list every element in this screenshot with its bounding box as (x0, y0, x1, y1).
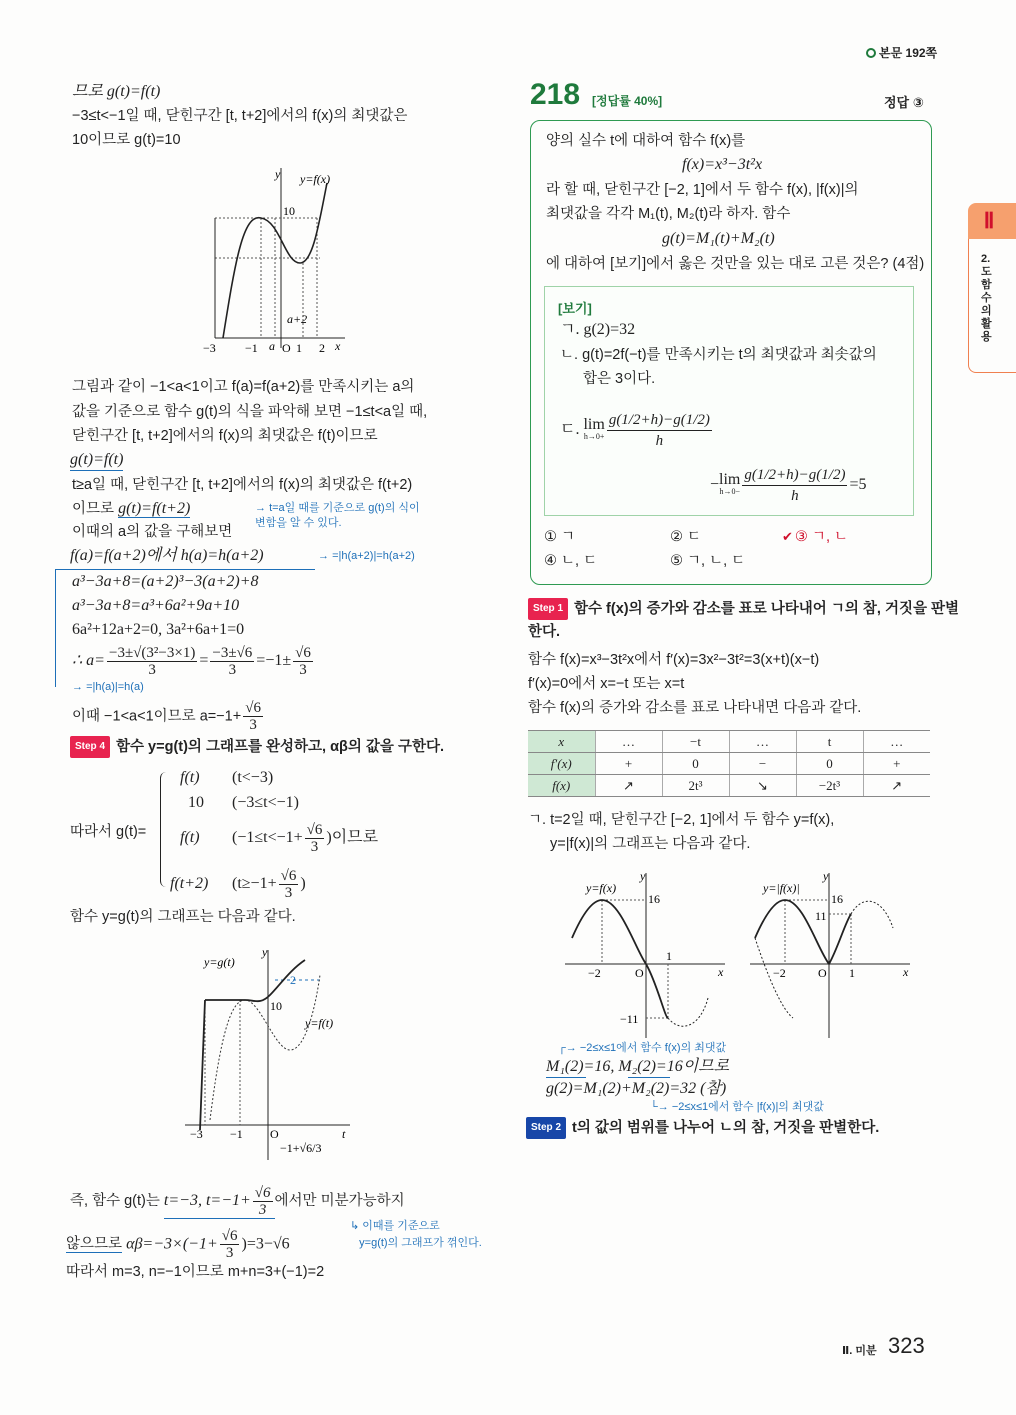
annotation: ↳ 이때를 기준으로 y=g(t)의 그래프가 꺾인다. (350, 1220, 482, 1249)
annotation: → t=a일 때를 기준으로 g(t)의 식이 변함을 알 수 있다. (255, 502, 420, 529)
line: ㄱ. t=2일 때, 닫힌구간 [−2, 1]에서 두 함수 y=f(x), (528, 812, 835, 828)
tick-label: 1 (666, 949, 672, 963)
fraction (107, 645, 197, 678)
table-cell: 0 (662, 753, 729, 775)
line: g(2)=M₁(2)+M₂(2)=32 (참) (546, 1080, 727, 1097)
underline (628, 1077, 670, 1078)
denominator: h (655, 433, 664, 449)
table-cell: ↗ (595, 775, 662, 797)
fraction (742, 465, 847, 506)
text: = (199, 652, 209, 670)
table-cell: ↘ (729, 775, 796, 797)
step-1-cont: 한다. (528, 624, 561, 640)
value-label: 10 (270, 999, 282, 1013)
line: 6a²+12a+2=0, 3a²+6a+1=0 (72, 621, 245, 638)
piece-expr: f(t+2) (170, 875, 209, 893)
axis-label: y (640, 869, 646, 883)
limit (583, 415, 605, 443)
text: − (710, 476, 720, 494)
graph-abs-f-t2 (745, 868, 920, 1043)
fraction (253, 1185, 273, 1218)
page-reference-text: 본문 192쪽 (879, 46, 938, 60)
tick-label: 1 (849, 966, 855, 980)
piece-expr: 10 (188, 794, 204, 811)
table-row (528, 775, 930, 797)
line: 10이므로 g(t)=10 (72, 132, 181, 148)
text: )=3−√6 (241, 1235, 290, 1253)
line: M₁(2)=16, M₂(2)=16이므로 (546, 1058, 730, 1075)
line: g(t)=f(t) (70, 450, 123, 471)
note-text: t=a일 때를 기준으로 g(t)의 식이 (269, 502, 420, 514)
chapter-numeral: Ⅱ (983, 208, 995, 233)
axis-label: x (335, 339, 341, 353)
graph-f-t2 (560, 868, 735, 1043)
piece (188, 793, 299, 813)
numerator: √6 (245, 700, 261, 716)
numerator: √6 (221, 1228, 238, 1244)
line: f′(x)=0에서 x=−t 또는 x=t (528, 676, 685, 692)
question-line: 양의 실수 t에 대하여 함수 f(x)를 (546, 133, 746, 149)
bogi-item: ㄱ. g(2)=32 (560, 321, 636, 338)
axis-label: y (275, 167, 281, 181)
problem-number: 218 (530, 78, 581, 111)
note-text: 이때를 기준으로 (362, 1220, 440, 1232)
annotation: → =|h(a)|=h(a) (72, 681, 144, 693)
choice-5[interactable]: ⑤ ㄱ, ㄴ, ㄷ (670, 553, 746, 569)
question-line: 라 할 때, 닫힌구간 [−2, 1]에서 두 함수 f(x), |f(x)|의 (546, 182, 859, 198)
table-cell: 0 (796, 753, 863, 775)
text: 않으므로 (66, 1236, 123, 1253)
numerator: √6 (280, 868, 297, 884)
check-mark-icon: ✔ (782, 529, 793, 544)
bogi-item-continued (710, 465, 866, 506)
piece-cond: (t<−3) (232, 769, 274, 786)
equation (72, 645, 315, 678)
value-label: 10 (283, 204, 295, 218)
table-row (528, 753, 930, 775)
table-cell: −t (662, 731, 729, 753)
value-label: 16 (831, 892, 843, 906)
step-text: t의 값의 범위를 나누어 ㄴ의 참, 거짓을 판별한다. (572, 1120, 880, 1136)
line: −3≤t<−1일 때, 닫힌구간 [t, t+2]에서의 f(x)의 최댓값은 (72, 108, 408, 124)
step-2 (526, 1117, 879, 1139)
question-line: 최댓값을 각각 M₁(t), M₂(t)라 하자. 함수 (546, 206, 791, 222)
text: αβ=−3×(−1+ (126, 1235, 218, 1253)
piece (170, 868, 306, 901)
piece (180, 822, 378, 855)
tick-label: 1 (296, 341, 302, 355)
note-text: y=g(t)의 그래프가 꺾인다. (359, 1237, 482, 1249)
value-label: 16 (648, 892, 660, 906)
choice-3[interactable] (782, 527, 848, 547)
chapter-label: Ⅱ. 미분 (842, 1345, 877, 1357)
step-1 (528, 598, 959, 620)
denominator: 3 (258, 1202, 267, 1218)
limit (719, 470, 741, 498)
step-badge: Step 2 (526, 1117, 566, 1139)
line: 값을 기준으로 함수 g(t)의 식을 파악해 보면 −1≤t<a일 때, (72, 404, 428, 420)
equation (164, 1185, 275, 1219)
annotation: └→ −2≤x≤1에서 함수 |f(x)|의 최댓값 (650, 1101, 824, 1113)
lim-sub: h→0− (719, 486, 740, 496)
denominator: 3 (225, 1245, 234, 1261)
piece-expr: f(t) (180, 829, 200, 847)
choice-2[interactable]: ② ㄷ (670, 529, 702, 545)
piece-cond: )이므로 (326, 829, 379, 847)
line: f(a)=f(a+2)에서 h(a)=h(a+2) (70, 547, 264, 564)
numerator: g(1/2+h)−g(1/2) (742, 465, 847, 486)
numerator: √6 (295, 645, 311, 661)
graph-g (180, 940, 360, 1165)
fraction (210, 645, 254, 678)
axis-label: y (823, 869, 829, 883)
piece (180, 768, 273, 788)
origin-label: O (270, 1127, 279, 1141)
tick-label: −1 (230, 1127, 243, 1141)
curve-label: y=f(x) (300, 172, 331, 186)
value-label: −11 (620, 1012, 639, 1026)
choice-1[interactable]: ① ㄱ (544, 529, 576, 545)
piece-cond: ) (300, 875, 306, 893)
line (66, 1228, 290, 1261)
answer: 정답 ③ (884, 95, 924, 110)
origin-label: O (818, 966, 827, 980)
tick-label: a (269, 339, 275, 353)
text: 즉, 함수 g(t)는 (70, 1193, 160, 1210)
page-reference (866, 44, 937, 61)
value-label: a+2 (287, 312, 308, 326)
table-cell: … (863, 731, 930, 753)
tick-label: −3 (190, 1127, 203, 1141)
tick-label: 2 (319, 341, 325, 355)
note-text: −2≤x≤1에서 함수 f(x)의 최댓값 (579, 1042, 727, 1054)
step-badge: Step 4 (70, 736, 110, 758)
numerator: √6 (254, 1185, 271, 1201)
line: 따라서 m=3, n=−1이므로 m+n=3+(−1)=2 (66, 1264, 325, 1280)
denominator: 3 (310, 839, 319, 855)
denominator: 3 (299, 662, 307, 678)
fraction (305, 822, 325, 855)
section-label: 2. 도함수의 활용 (981, 253, 992, 343)
circle-icon (866, 48, 876, 58)
page-number: 323 (888, 1333, 925, 1358)
table-cell: −2t³ (796, 775, 863, 797)
table-cell: 2t³ (662, 775, 729, 797)
line (72, 700, 265, 733)
text: 이므로 (72, 501, 115, 517)
table-cell: ↗ (863, 775, 930, 797)
piece-cond: (−3≤t<−1) (232, 794, 299, 811)
origin-label: O (282, 341, 291, 355)
denominator: 3 (228, 662, 237, 678)
text: 에서만 미분가능하지 (274, 1193, 405, 1210)
tick-label: −2 (773, 966, 786, 980)
note-text: =|h(a+2)|=h(a+2) (332, 550, 415, 562)
line: y=|f(x)|의 그래프는 다음과 같다. (550, 836, 751, 852)
curve-label: y=|f(x)| (763, 881, 800, 895)
text: t=−3, t=−1+ (163, 1192, 251, 1210)
line: 함수 f(x)=x³−3t²x에서 f′(x)=3x²−3t²=3(x+t)(x−t) (528, 652, 820, 668)
piece-cond: (−1≤t<−1+ (232, 829, 303, 847)
line: 닫힌구간 [t, t+2]에서의 f(x)의 최댓값은 f(t)이므로 (72, 428, 378, 444)
line: t≥a일 때, 닫힌구간 [t, t+2]에서의 f(x)의 최댓값은 f(t+2) (72, 477, 413, 493)
axis-label: x (718, 965, 724, 979)
lim-text: lim (583, 415, 605, 433)
table-cell: − (729, 753, 796, 775)
tick-label: −1+√6/3 (280, 1141, 322, 1155)
table-cell: … (595, 731, 662, 753)
text: =5 (849, 476, 867, 494)
equation: g(t)=f(t+2) (118, 500, 191, 517)
line: 므로 g(t)=f(t) (72, 83, 161, 100)
piece-cond: (t≥−1+ (232, 875, 277, 893)
tick-label: −1 (245, 341, 258, 355)
axis-label: y (262, 945, 268, 959)
piece-expr: f(t) (180, 769, 200, 786)
step-4 (70, 736, 444, 758)
choice-4[interactable]: ④ ㄴ, ㄷ (544, 553, 598, 569)
value-label: 11 (815, 909, 827, 923)
tick-label: −3 (203, 341, 216, 355)
graph-f (195, 163, 355, 358)
line: a³−3a+8=a³+6a²+9a+10 (72, 597, 240, 614)
denominator: 3 (148, 662, 156, 678)
denominator: 3 (249, 717, 257, 733)
step-text: 함수 f(x)의 증가와 감소를 표로 나타내어 ㄱ의 참, 거짓을 판별 (574, 601, 960, 617)
numerator: −3±√6 (212, 645, 253, 661)
text: 이때 −1<a<1이므로 a=−1+ (72, 708, 242, 725)
table-cell: + (863, 753, 930, 775)
axis-label: x (903, 965, 909, 979)
value-label: 2 (290, 973, 296, 987)
origin-label: O (635, 966, 644, 980)
question-line: g(t)=M₁(t)+M₂(t) (662, 230, 775, 247)
table-cell: x (528, 731, 595, 753)
line: 이때의 a의 값을 구해보면 (72, 524, 233, 540)
table-cell: + (595, 753, 662, 775)
brace (160, 772, 168, 887)
table-cell: … (729, 731, 796, 753)
numerator: −3±√(3²−3×1) (108, 645, 196, 661)
line: 함수 f(x)의 증가와 감소를 표로 나타내면 다음과 같다. (528, 700, 862, 716)
step-badge: Step 1 (528, 598, 568, 620)
table-row (528, 731, 930, 753)
curve-label: y=f(t) (305, 1016, 334, 1030)
note-text: 변함을 알 수 있다. (255, 517, 342, 529)
question-line: f(x)=x³−3t²x (682, 156, 763, 173)
denominator: 3 (284, 885, 293, 901)
line: a³−3a+8=(a+2)³−3(a+2)+8 (72, 573, 259, 590)
bogi-item: ㄴ. g(t)=2f(−t)를 만족시키는 t의 최댓값과 최솟값의 (560, 347, 877, 363)
piecewise-lead: 따라서 g(t)= (70, 824, 147, 840)
fraction (220, 1228, 240, 1261)
curve-label: y=g(t) (204, 955, 235, 969)
annotation: ┌→ −2≤x≤1에서 함수 f(x)의 최댓값 (558, 1042, 727, 1054)
numerator: √6 (306, 822, 323, 838)
question-line: 에 대하여 [보기]에서 옳은 것만을 있는 대로 고른 것은? (4점) (546, 256, 925, 272)
curve-label: y=f(x) (586, 881, 617, 895)
text: ㄷ. (560, 421, 580, 439)
fraction (607, 410, 712, 451)
correct-rate: [정답률 40%] (592, 94, 663, 108)
line: 함수 y=g(t)의 그래프는 다음과 같다. (70, 909, 296, 925)
line (72, 499, 190, 519)
text: =−1± (256, 652, 292, 670)
bogi-item (560, 410, 714, 451)
underline (546, 1077, 586, 1078)
numerator: g(1/2+h)−g(1/2) (607, 410, 712, 431)
fraction (243, 700, 263, 733)
note-text: =|h(a)|=h(a) (86, 681, 144, 693)
fraction (293, 645, 313, 678)
note-text: −2≤x≤1에서 함수 |f(x)|의 최댓값 (671, 1101, 824, 1113)
fraction (279, 868, 299, 901)
lim-sub: h→0+ (583, 431, 605, 441)
section-tab[interactable] (968, 239, 1016, 373)
table-cell: t (796, 731, 863, 753)
bogi-item: 합은 3이다. (583, 371, 656, 387)
variation-table (528, 730, 930, 797)
chapter-tab[interactable] (968, 203, 1016, 239)
text: ∴ a= (72, 652, 105, 670)
step-text: 함수 y=g(t)의 그래프를 완성하고, αβ의 값을 구한다. (116, 739, 445, 755)
tick-label: −2 (588, 966, 601, 980)
line: 그림과 같이 −1<a<1이고 f(a)=f(a+2)를 만족시키는 a의 (72, 379, 415, 395)
bogi-title: [보기] (558, 301, 592, 316)
table-cell: f(x) (528, 775, 595, 797)
line (70, 1185, 405, 1219)
table-cell: f′(x) (528, 753, 595, 775)
axis-label: t (342, 1127, 346, 1141)
denominator: h (791, 488, 799, 504)
choice-label: ③ ㄱ, ㄴ (794, 529, 849, 545)
lim-text: lim (719, 470, 741, 488)
annotation: → =|h(a+2)|=h(a+2) (318, 550, 415, 562)
